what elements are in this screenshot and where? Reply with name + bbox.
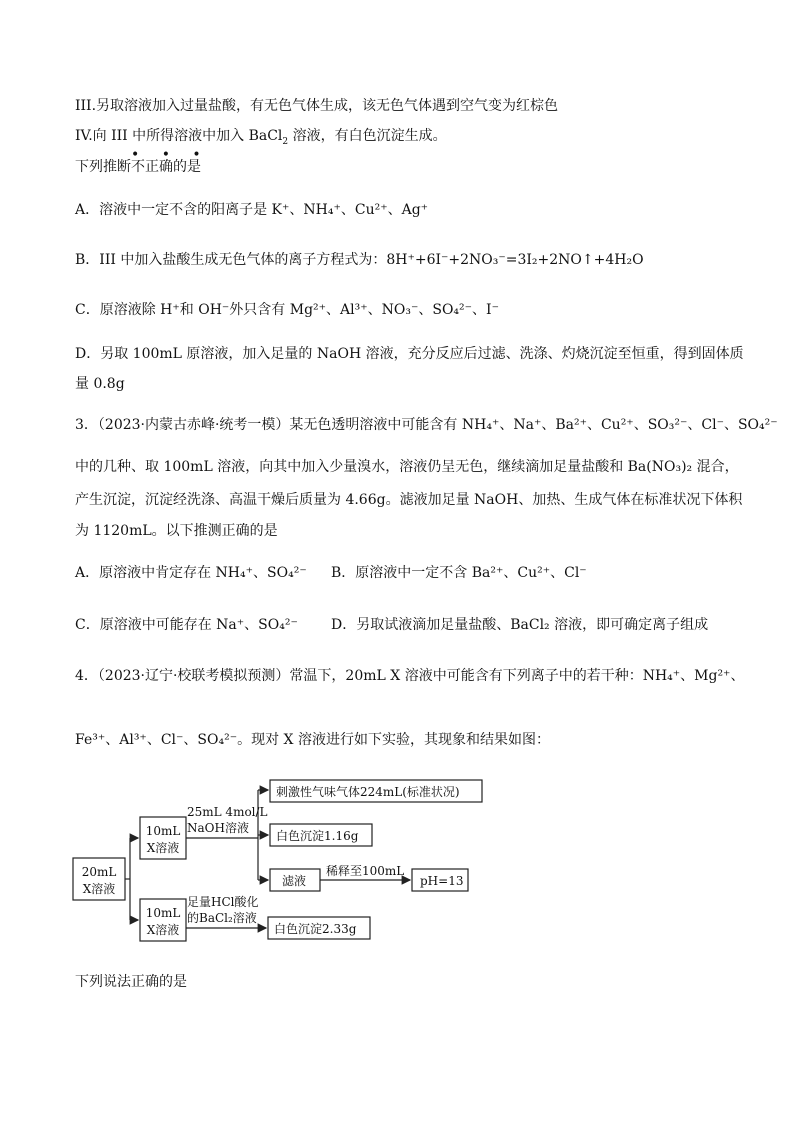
q3-option-a: A．原溶液中肯定存在 NH₄⁺、SO₄²⁻	[75, 565, 307, 581]
q2-option-c: C．原溶液除 H⁺和 OH⁻外只含有 Mg²⁺、Al³⁺、NO₃⁻、SO₄²⁻、I⁻	[75, 302, 499, 318]
emphasis-dots: • • •	[131, 147, 210, 163]
q4-prompt: 下列说法正确的是	[75, 974, 187, 990]
top-label-b: X溶液	[146, 841, 180, 855]
bottom-label-b: X溶液	[146, 923, 180, 937]
q3-option-b: B．原溶液中一定不含 Ba²⁺、Cu²⁺、Cl⁻	[331, 565, 587, 581]
bottom-label-a: 10mL	[145, 906, 181, 920]
q4-line1: 4．（2023·辽宁·校联考模拟预测）常温下，20mL X 溶液中可能含有下列离子中的若干种：NH₄⁺、Mg²⁺、	[75, 668, 745, 684]
q2-line-iv-a: IV.向 III 中所得溶液中加入 BaCl	[75, 128, 283, 144]
reagent2-line2: 的BaCl₂溶液	[187, 911, 257, 925]
q3-line4: 为 1120mL。以下推测正确的是	[75, 523, 278, 539]
filtrate-label: 滤液	[282, 874, 307, 888]
ph-label: pH=13	[420, 874, 464, 888]
reagent1-line1: 25mL 4mol/L	[187, 805, 268, 819]
reagent1-line2: NaOH溶液	[187, 821, 249, 835]
q2-line-iii: III.另取溶液加入过量盐酸，有无色气体生成，该无色气体遇到空气变为红棕色	[75, 98, 559, 114]
q3-option-c: C．原溶液中可能存在 Na⁺、SO₄²⁻	[75, 617, 298, 633]
q4-line2: Fe³⁺、Al³⁺、Cl⁻、SO₄²⁻。现对 X 溶液进行如下实验，其现象和结果如图：	[75, 732, 550, 748]
dilute-label: 稀释至100mL	[326, 864, 405, 878]
ppt1-label: 白色沉淀1.16g	[276, 829, 359, 843]
q3-line3: 产生沉淀，沉淀经洗涤、高温干燥后质量为 4.66g。滤液加足量 NaOH、加热、生成气体在标准状况下体积	[75, 492, 743, 508]
ppt2-label: 白色沉淀2.33g	[274, 922, 357, 936]
q2-option-b: B．III 中加入盐酸生成无色气体的离子方程式为：8H⁺+6I⁻+2NO₃⁻=3I₂+2NO↑+4H₂O	[75, 252, 644, 268]
q2-prompt: 下列推断不正确的是	[75, 159, 201, 175]
experiment-flow-diagram	[70, 770, 490, 950]
gas-label: 刺激性气味气体224mL(标准状况)	[276, 785, 460, 799]
q2-option-d-line2: 量 0.8g	[75, 376, 125, 392]
q3-line1: 3．（2023·内蒙古赤峰·统考一模）某无色透明溶液中可能含有 NH₄⁺、Na⁺、Ba²⁺、Cu²⁺、SO₃²⁻、Cl⁻、SO₄²⁻	[75, 417, 778, 433]
q2-line-iv-b: 溶液，有白色沉淀生成。	[288, 128, 447, 144]
reagent2-line1: 足量HCl酸化	[187, 895, 259, 909]
start-label-b: X溶液	[82, 882, 116, 896]
q2-line-iv: IV.向 III 中所得溶液中加入 BaCl$_2$ 溶液，有白色沉淀生成。	[75, 128, 447, 147]
q2-option-a: A．溶液中一定不含的阳离子是 K⁺、NH₄⁺、Cu²⁺、Ag⁺	[75, 202, 429, 218]
start-label-a: 20mL	[81, 865, 117, 879]
q3-line2: 中的几种、取 100mL 溶液，向其中加入少量溴水，溶液仍呈无色，继续滴加足量盐酸和 Ba(NO₃)₂ 混合，	[75, 459, 739, 475]
q3-option-d: D．另取试液滴加足量盐酸、BaCl₂ 溶液，即可确定离子组成	[331, 617, 709, 633]
q2-option-d-line1: D．另取 100mL 原溶液，加入足量的 NaOH 溶液，充分反应后过滤、洗涤、灼烧沉淀至恒重，得到固体质	[75, 346, 744, 362]
top-label-a: 10mL	[145, 824, 181, 838]
